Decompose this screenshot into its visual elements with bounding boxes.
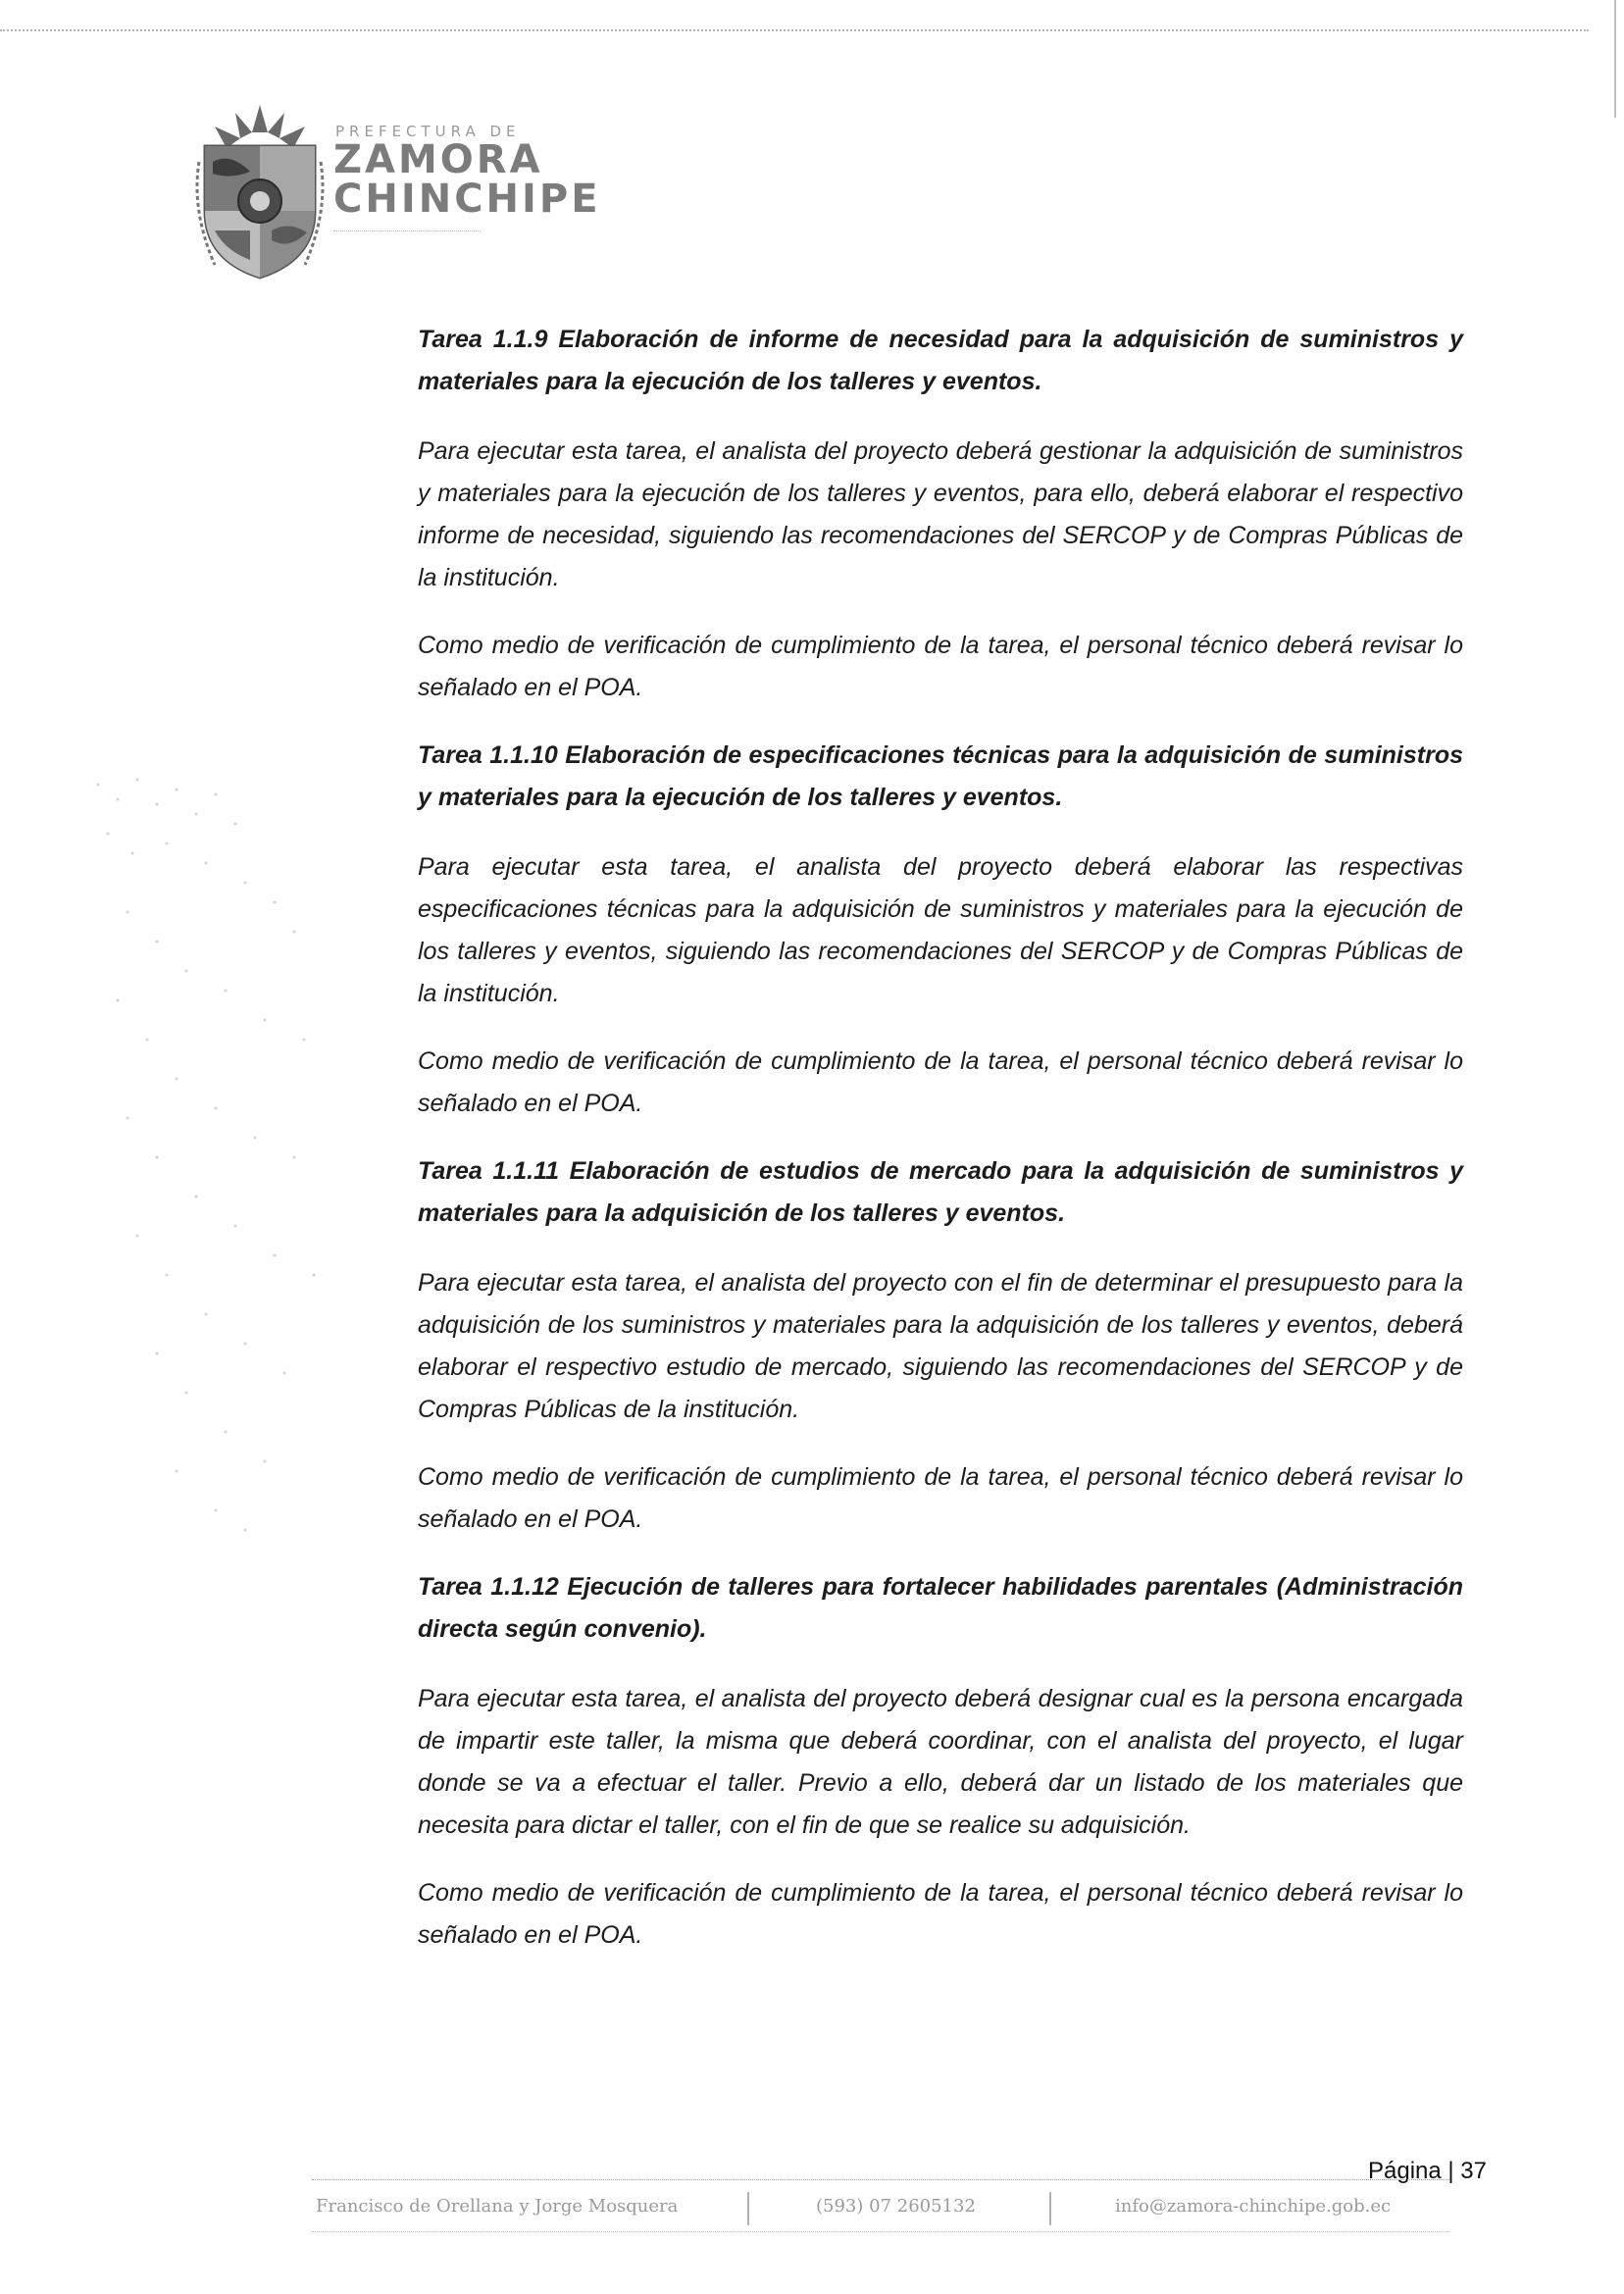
task-paragraph: Para ejecutar esta tarea, el analista del proyecto con el fin de determinar el presupuesto para la adquisición de los suministros y materiales para la adquisición de los talleres y eventos, deberá elaborar el respectivo estudio de mercado, siguiendo las recomendaciones del SERCOP y de Compras Públicas de la institución.: [418, 1269, 1463, 1423]
brand-prefix: PREFECTURA DE: [335, 123, 521, 140]
task-section-1-1-12: [418, 1566, 1463, 1957]
task-title: Tarea 1.1.9 Elaboración de informe de necesidad para la adquisición de suministros y materiales para la ejecución de los talleres y eventos.: [418, 326, 1463, 395]
task-section-1-1-10: [418, 735, 1463, 1125]
task-paragraph: Para ejecutar esta tarea, el analista del proyecto deberá designar cual es la persona encargada de impartir este taller, la misma que deberá coordinar, con el analista del proyecto, el lugar donde se va a efectuar el taller. Previo a ello, deberá dar un listado de los materiales que necesita para dictar el taller, con el fin de que se realice su adquisición.: [418, 1685, 1463, 1839]
task-title: Tarea 1.1.10 Elaboración de especificaciones técnicas para la adquisición de suministros y materiales para la ejecución de los talleres y eventos.: [418, 741, 1463, 811]
footer-address: Francisco de Orellana y Jorge Mosquera: [316, 2196, 679, 2217]
footer-separator: [1049, 2192, 1051, 2225]
document-body: [418, 319, 1463, 1982]
page-edge-mark: [1614, 0, 1616, 118]
task-verification-paragraph: Como medio de verificación de cumplimiento de la tarea, el personal técnico deberá revisar lo señalado en el POA.: [418, 1047, 1463, 1117]
scan-speckle-watermark: [39, 745, 373, 1550]
footer-bottom-rule: [312, 2231, 1449, 2232]
footer-rule: [312, 2179, 1449, 2180]
task-section-1-1-11: [418, 1150, 1463, 1541]
task-section-1-1-9: [418, 319, 1463, 709]
brand-line-zamora: ZAMORA: [333, 137, 543, 182]
brand-line-chinchipe: CHINCHIPE: [333, 177, 601, 222]
task-verification-paragraph: Como medio de verificación de cumplimiento de la tarea, el personal técnico deberá revisar lo señalado en el POA.: [418, 1463, 1463, 1533]
prefecture-wordmark: [333, 123, 601, 231]
footer-email[interactable]: info@zamora-chinchipe.gob.ec: [1115, 2196, 1392, 2217]
task-title: Tarea 1.1.11 Elaboración de estudios de mercado para la adquisición de suministros y materiales para la adquisición de los talleres y eventos.: [418, 1157, 1463, 1227]
task-title: Tarea 1.1.12 Ejecución de talleres para fortalecer habilidades parentales (Administración directa según convenio).: [418, 1573, 1463, 1643]
footer-phone: (593) 07 2605132: [816, 2196, 976, 2217]
prefecture-header: [191, 103, 603, 289]
top-scan-rule: [0, 29, 1589, 31]
task-verification-paragraph: Como medio de verificación de cumplimiento de la tarea, el personal técnico deberá revisar lo señalado en el POA.: [418, 632, 1463, 701]
task-paragraph: Para ejecutar esta tarea, el analista del proyecto deberá gestionar la adquisición de suministros y materiales para la ejecución de los talleres y eventos, para ello, deberá elaborar el respectivo informe de necesidad, siguiendo las recomendaciones del SERCOP y de Compras Públicas de la institución.: [418, 437, 1463, 591]
footer-separator: [747, 2192, 749, 2225]
prefecture-shield-icon: [191, 103, 329, 284]
task-paragraph: Para ejecutar esta tarea, el analista del proyecto deberá elaborar las respectivas especificaciones técnicas para la adquisición de suministros y materiales para la ejecución de los talleres y eventos, siguiendo las recomendaciones del SERCOP y de Compras Públicas de la institución.: [418, 853, 1463, 1007]
page-footer: [316, 2190, 1424, 2229]
task-verification-paragraph: Como medio de verificación de cumplimiento de la tarea, el personal técnico deberá revisar lo señalado en el POA.: [418, 1879, 1463, 1949]
brand-underline: [333, 230, 481, 231]
page-number: Página | 37: [1368, 2158, 1487, 2184]
